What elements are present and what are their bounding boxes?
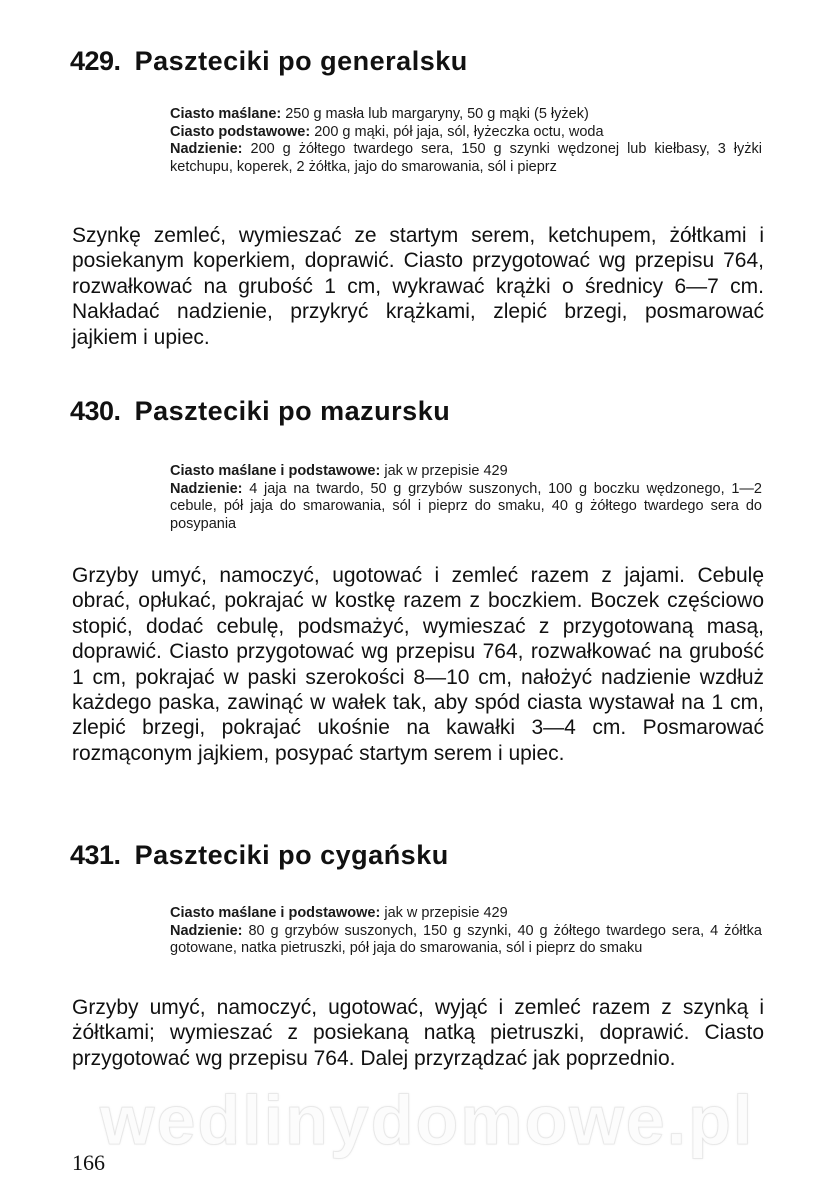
- ingredient-line: Nadzienie: 200 g żółtego twardego sera, 150 g szynki wędzonej lub kiełbasy, 3 łyżki ketchupu, koperek, 2 żółtka, jajo do smarowania, sól i pieprz: [170, 141, 762, 175]
- recipe-430-ingredients: [170, 463, 762, 533]
- ingredient-line: Ciasto podstawowe: 200 g mąki, pół jaja, sól, łyżeczka octu, woda: [170, 123, 604, 140]
- ingredient-line: Nadzienie: 80 g grzybów suszonych, 150 g szynki, 40 g żółtego twardego sera, 4 żółtka gotowane, natka pietruszki, pół jaja do smarowania, sól i pieprz do smaku: [170, 922, 762, 956]
- ingredient-line: Ciasto maślane i podstawowe: jak w przepisie 429: [170, 905, 508, 921]
- ingredient-line: Nadzienie: 4 jaja na twardo, 50 g grzybów suszonych, 100 g boczku wędzonego, 1—2 cebule, pół jaja do smarowania, sól i pieprz do smaku, 40 g żółtego twardego sera do posypania: [170, 480, 762, 532]
- recipe-431-ingredients: [170, 905, 762, 958]
- recipe-number: 430.: [70, 396, 121, 426]
- ingredient-line: Ciasto maślane: 250 g masła lub margaryny, 50 g mąki (5 łyżek): [170, 106, 589, 122]
- recipe-title-text: Paszteciki po mazursku: [134, 396, 451, 426]
- recipe-430-title: [70, 396, 450, 427]
- recipe-431-instructions: Grzyby umyć, namoczyć, ugotować, wyjąć i zemleć razem z szynką i żółtkami; wymieszać z posiekaną natką pietruszki, doprawić. Ciasto przygotować wg przepisu 764. Dalej przyrządzać jak poprzednio.: [72, 996, 764, 1070]
- recipe-title-text: Paszteciki po generalsku: [134, 46, 468, 76]
- recipe-429-instructions: Szynkę zemleć, wymieszać ze startym serem, ketchupem, żółtkami i posiekanym koperkiem, doprawić. Ciasto przygotować wg przepisu 764, rozwałkować na grubość 1 cm, wykrawać krążki o średnicy 6—7 cm. Nakładać nadzienie, przykryć krążkami, zlepić brzegi, posmarować jajkiem i upiec.: [72, 224, 764, 349]
- ingredient-line: Ciasto maślane i podstawowe: jak w przepisie 429: [170, 463, 508, 479]
- recipe-number: 431.: [70, 840, 121, 870]
- recipe-431-title: [70, 840, 449, 871]
- recipe-429-title: [70, 46, 468, 77]
- recipe-number: 429.: [70, 46, 121, 76]
- recipe-429-ingredients: [170, 106, 762, 176]
- watermark: wedlinydomowe.pl: [100, 1081, 755, 1159]
- page-number: 166: [72, 1150, 105, 1175]
- recipe-title-text: Paszteciki po cygańsku: [134, 840, 449, 870]
- recipe-430-instructions: Grzyby umyć, namoczyć, ugotować i zemleć razem z jajami. Cebulę obrać, opłukać, pokrajać w kostkę razem z boczkiem. Boczek częściowo stopić, dodać cebulę, podsmażyć, wymieszać z przygotowaną masą, doprawić. Ciasto przygotować wg przepisu 764, rozwałkować na grubość 1 cm, pokrajać w paski szerokości 8—10 cm, nałożyć nadzienie wzdłuż każdego paska, zawinąć w wałek tak, aby spód ciasta wystawał na 1 cm, zlepić brzegi, pokrajać ukośnie na kawałki 3—4 cm. Posmarować rozmąconym jajkiem, posypać startym serem i upiec.: [72, 564, 764, 765]
